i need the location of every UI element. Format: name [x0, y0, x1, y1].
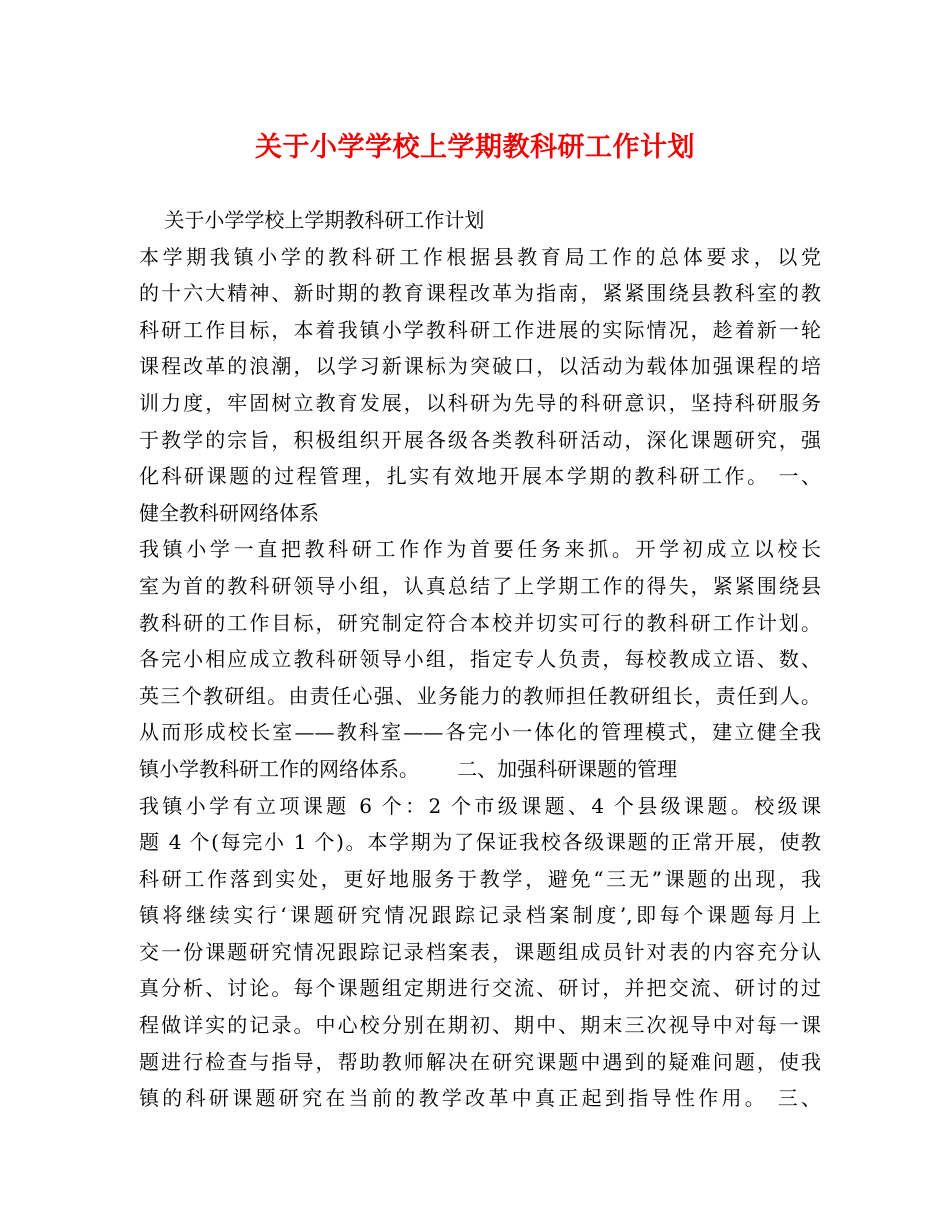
body-line: 程做详实的记录。中心校分别在期初、期中、期末三次视导中对每一课: [139, 1013, 821, 1038]
body-line: 训力度，牢固树立教育发展，以科研为先导的科研意识，坚持科研服务: [139, 390, 821, 415]
body-line: 关于小学学校上学期教科研工作计划: [139, 208, 485, 232]
body-line: 于教学的宗旨，积极组织开展各级各类教科研活动，深化课题研究，强: [139, 427, 821, 452]
body-line: 真分析、讨论。每个课题组定期进行交流、研讨，并把交流、研讨的过: [139, 976, 821, 1001]
body-line: 题 4 个(每完小 1 个)。本学期为了保证我校各级课题的正常开展，使教: [139, 830, 821, 855]
body-line: 我镇小学一直把教科研工作作为首要任务来抓。开学初成立以校长: [139, 537, 821, 562]
body-line: 课程改革的浪潮，以学习新课标为突破口，以活动为载体加强课程的培: [139, 354, 821, 379]
body-line: 健全教科研网络体系: [139, 500, 319, 525]
body-line: 科研工作落到实处，更好地服务于教学，避免“三无”课题的出现，我: [139, 866, 821, 891]
body-line: 从而形成校长室——教科室——各完小一体化的管理模式，建立健全我: [139, 720, 821, 745]
body-line: 室为首的教科研领导小组，认真总结了上学期工作的得失，紧紧围绕县: [139, 573, 821, 598]
body-line: 镇的科研课题研究在当前的教学改革中真正起到指导性作用。 三、: [139, 1086, 821, 1111]
body-line: 各完小相应成立教科研领导小组，指定专人负责，每校教成立语、数、: [139, 647, 821, 672]
body-line: 英三个教研组。由责任心强、业务能力的教师担任教研组长，责任到人。: [139, 683, 821, 708]
body-line: 镇小学教科研工作的网络体系。 二、加强科研课题的管理: [139, 756, 678, 781]
body-line: 题进行检查与指导，帮助教师解决在研究课题中遇到的疑难问题，使我: [139, 1049, 821, 1074]
body-line: 本学期我镇小学的教科研工作根据县教育局工作的总体要求，以党: [139, 244, 821, 269]
body-line: 教科研的工作目标，研究制定符合本校并切实可行的教科研工作计划。: [139, 610, 821, 635]
body-line: 交一份课题研究情况跟踪记录档案表，课题组成员针对表的内容充分认: [139, 939, 821, 964]
document-body: [139, 202, 821, 1117]
body-line: 科研工作目标，本着我镇小学教科研工作进展的实际情况，趁着新一轮: [139, 317, 821, 342]
body-line: 镇将继续实行‘课题研究情况跟踪记录档案制度’,即每个课题每月上: [139, 903, 821, 928]
body-line: 化科研课题的过程管理，扎实有效地开展本学期的教科研工作。 一、: [139, 464, 821, 489]
body-line: 我镇小学有立项课题 6 个：2 个市级课题、4 个县级课题。校级课: [139, 793, 821, 818]
document-title: 关于小学学校上学期教科研工作计划: [255, 132, 695, 163]
body-line: 的十六大精神、新时期的教育课程改革为指南，紧紧围绕县教科室的教: [139, 281, 821, 306]
